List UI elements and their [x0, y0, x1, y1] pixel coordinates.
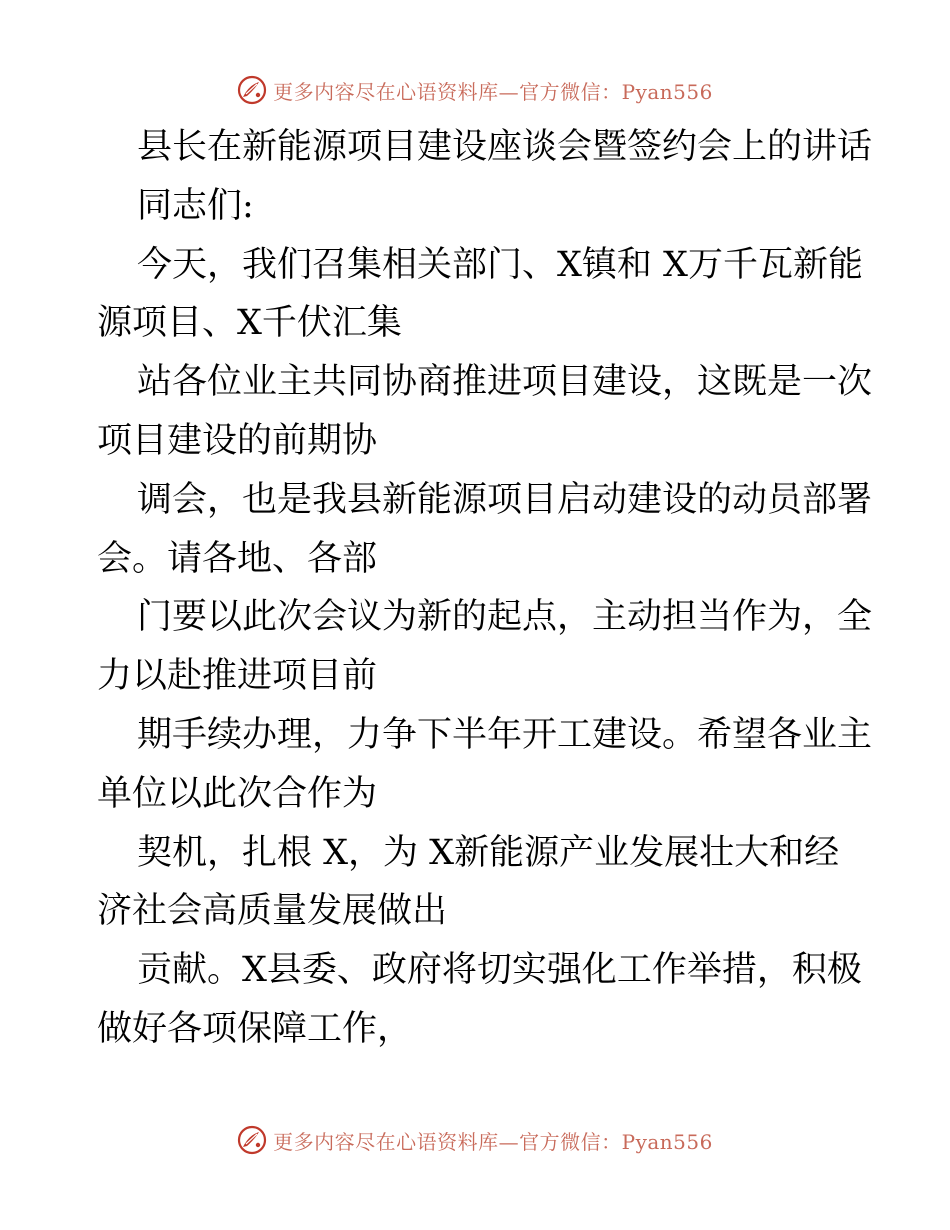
pen-logo-icon: [237, 1125, 267, 1155]
paragraph-line: 会。请各地、各部: [97, 538, 378, 579]
pen-logo-icon: [237, 75, 267, 105]
header-banner: [0, 72, 950, 108]
paragraph-line: 单位以此次合作为: [97, 773, 378, 814]
footer-banner: [0, 1122, 950, 1158]
paragraph-line: 源项目、X千伏汇集: [97, 303, 402, 344]
paragraph-line: 济社会高质量发展做出: [97, 891, 448, 932]
header-banner-text: 更多内容尽在心语资料库—官方微信：Pyan556: [273, 79, 713, 104]
document-body: [97, 118, 873, 1059]
paragraph-line: 力以赴推进项目前: [97, 656, 378, 697]
footer-banner-content: [237, 1125, 713, 1155]
paragraph-line: 做好各项保障工作，: [97, 1008, 413, 1049]
paragraph-line: 贡献。X县委、政府将切实强化工作举措，积极: [137, 950, 862, 991]
paragraph-line: 契机，扎根 X，为 X新能源产业发展壮大和经: [137, 832, 840, 873]
paragraph-line: 门要以此次会议为新的起点，主动担当作为，全: [137, 597, 873, 638]
footer-banner-text: 更多内容尽在心语资料库—官方微信：Pyan556: [273, 1129, 713, 1154]
header-banner-content: [237, 75, 713, 105]
document-title: 县长在新能源项目建设座谈会暨签约会上的讲话: [137, 127, 873, 167]
paragraph-line: 项目建设的前期协: [97, 420, 378, 461]
paragraph-line: 期手续办理，力争下半年开工建设。希望各业主: [137, 714, 873, 755]
paragraph-line: 今天，我们召集相关部门、X镇和 X万千瓦新能: [137, 244, 863, 285]
salutation: 同志们:: [137, 185, 254, 226]
paragraph-line: 调会，也是我县新能源项目启动建设的动员部署: [137, 479, 873, 520]
paragraph-line: 站各位业主共同协商推进项目建设，这既是一次: [137, 362, 873, 403]
